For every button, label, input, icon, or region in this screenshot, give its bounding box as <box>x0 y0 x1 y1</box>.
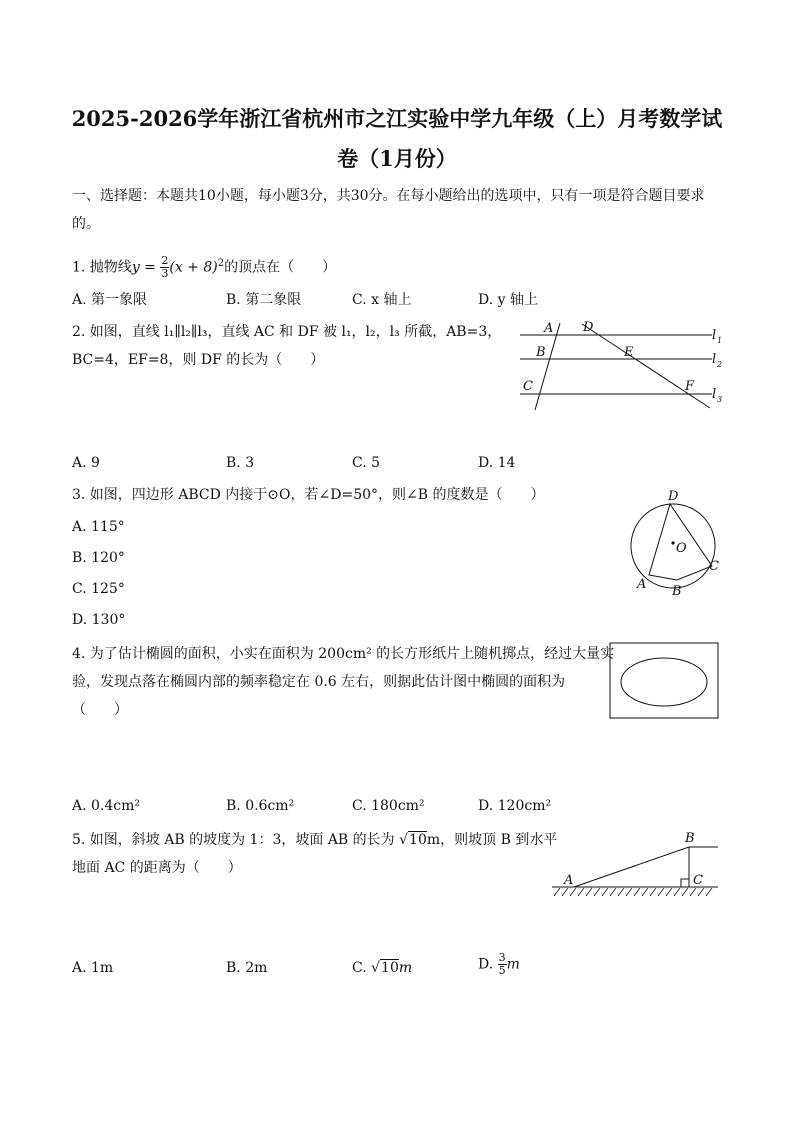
q3-option-d: D. 130° <box>72 612 126 628</box>
section-header <box>72 182 724 238</box>
q2-label-l3: l <box>712 387 717 402</box>
q2-option-c: C. 5 <box>352 455 381 471</box>
q2-option-d: D. 14 <box>478 455 516 471</box>
q4-option-a: A. 0.4cm² <box>72 798 141 814</box>
q2-label-c: C <box>523 379 533 394</box>
q5-option-d: D. $\frac{3}{5}$ m <box>478 951 520 977</box>
q2-label-e: E <box>624 345 634 360</box>
q2-label-d: D <box>583 320 594 335</box>
q2-option-b: B. 3 <box>226 455 255 471</box>
q1-option-d: D. y 轴上 <box>478 292 538 308</box>
q5-option-a: A. 1m <box>72 960 114 976</box>
q3-label-b: B <box>672 584 682 599</box>
q5-label-a: A <box>564 873 574 888</box>
question-1-stem: 1. 抛物线y = $\frac{2}{3}$ $(x + 8)^2$的顶点在（ ） <box>72 254 337 281</box>
q2-label-f: F <box>685 379 695 394</box>
q2-label-l2: l <box>712 352 717 367</box>
svg-text:3: 3 <box>717 395 723 404</box>
q2-parallel-lines-figure <box>512 318 728 418</box>
question-4-stem: 4. 为了估计椭圆的面积，小实在面积为 200cm² 的长方形纸片上随机掷点，经过大量实 验，发现点落在椭圆内部的频率稳定在 0.6 左右，则据此估计图中椭圆的面积为 （ ） <box>72 646 615 718</box>
q3-label-o: O <box>676 541 687 556</box>
q5-option-b: B. 2m <box>226 960 268 976</box>
q4-option-c: C. 180cm² <box>352 798 425 814</box>
q2-label-a: A <box>544 321 554 336</box>
question-3-stem: 3. 如图，四边形 ABCD 内接于⊙O，若∠D=50°，则∠B 的度数是（ ） <box>72 487 545 503</box>
q3-option-c: C. 125° <box>72 581 125 597</box>
q4-option-d: D. 120cm² <box>478 798 552 814</box>
section-header-line2: 的。 <box>72 216 100 232</box>
q3-option-a: A. 115° <box>72 519 125 535</box>
q2-option-a: A. 9 <box>72 455 100 471</box>
q1-option-b: B. 第二象限 <box>226 292 302 308</box>
q3-inscribed-quadrilateral-figure <box>620 484 730 600</box>
q2-label-b: B <box>536 345 546 360</box>
section-header-line1: 一、选择题：本题共10小题，每小题3分，共30分。在每小题给出的选项中，只有一项是符合题目要求 <box>72 188 705 204</box>
page-title-line2: 卷（1月份） <box>337 146 457 171</box>
question-5-stem: 5. 如图，斜坡 AB 的坡度为 1：3，坡面 AB 的长为 √10m，则坡顶 B 到水平 地面 AC 的距离为（ ） <box>72 832 558 876</box>
q3-label-c: C <box>709 559 719 574</box>
svg-text:2: 2 <box>717 360 723 369</box>
q4-option-b: B. 0.6cm² <box>226 798 295 814</box>
fraction: $\frac{3}{5}$ <box>498 951 506 977</box>
q4-ellipse-rectangle-figure <box>608 642 722 722</box>
fraction: $\frac{2}{3}$ <box>161 254 169 281</box>
q3-option-b: B. 120° <box>72 550 125 566</box>
q3-label-a: A <box>637 577 647 592</box>
q1-option-a: A. 第一象限 <box>72 292 148 308</box>
q3-label-d: D <box>668 489 679 504</box>
question-2-stem: 2. 如图，直线 l₁∥l₂∥l₃，直线 AC 和 DF 被 l₁，l₂，l₃ 所截，AB=3， BC=4，EF=8，则 DF 的长为（ ） <box>72 324 502 368</box>
q5-option-c: C. √10m <box>352 960 413 976</box>
q5-slope-figure <box>548 826 722 902</box>
q2-label-l1: l <box>712 328 717 343</box>
q5-label-b: B <box>685 831 695 846</box>
page-title-line1: 2025-2026学年浙江省杭州市之江实验中学九年级（上）月考数学试 <box>71 106 723 131</box>
svg-text:1: 1 <box>717 336 723 345</box>
q1-option-c: C. x 轴上 <box>352 292 412 308</box>
q5-label-c: C <box>693 873 703 888</box>
